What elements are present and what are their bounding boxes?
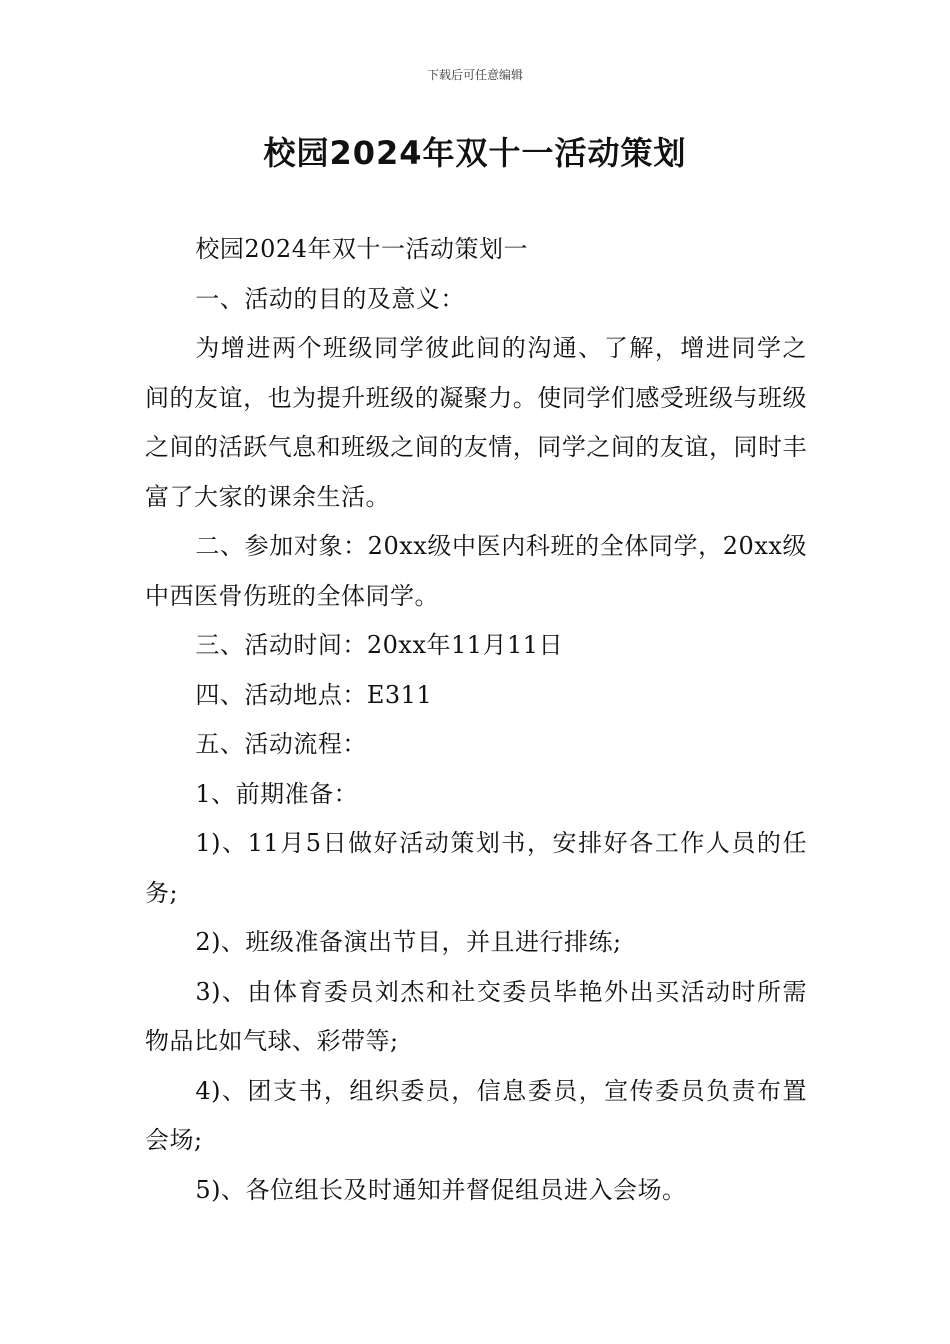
document-body — [145, 225, 807, 1215]
header-note: 下载后可任意编辑 — [426, 68, 523, 82]
paragraph-preparation: 1、前期准备： — [195, 779, 359, 808]
paragraph-section-process: 五、活动流程： — [195, 730, 367, 758]
paragraph-time: 三、活动时间：20xx年11月11日 — [195, 631, 564, 659]
document-title: 校园2024年双十一活动策划 — [263, 134, 687, 172]
paragraph-location: 四、活动地点：E311 — [195, 680, 433, 709]
paragraph-step-2: 2)、班级准备演出节目，并且进行排练; — [195, 928, 622, 956]
paragraph-step-4: 4)、团支书，组织委员，信息委员，宣传委员负责布置会场; — [145, 1076, 807, 1154]
paragraph-step-1: 1)、11月5日做好活动策划书，安排好各工作人员的任务; — [145, 829, 807, 907]
paragraph-step-3: 3)、由体育委员刘杰和社交委员毕艳外出买活动时所需物品比如气球、彩带等; — [145, 977, 807, 1055]
paragraph-section-purpose: 一、活动的目的及意义： — [195, 284, 465, 313]
paragraph-step-5: 5)、各位组长及时通知并督促组员进入会场。 — [195, 1175, 687, 1204]
paragraph-subtitle: 校园2024年双十一活动策划一 — [195, 235, 528, 263]
paragraph-participants: 二、参加对象：20xx级中医内科班的全体同学，20xx级中西医骨伤班的全体同学。 — [145, 532, 807, 610]
paragraph-purpose-text: 为增进两个班级同学彼此间的沟通、了解，增进同学之间的友谊，也为提升班级的凝聚力。使同学们感受班级与班级之间的活跃气息和班级之间的友情，同学之间的友谊，同时丰富了大家的课余生活。 — [145, 334, 807, 511]
